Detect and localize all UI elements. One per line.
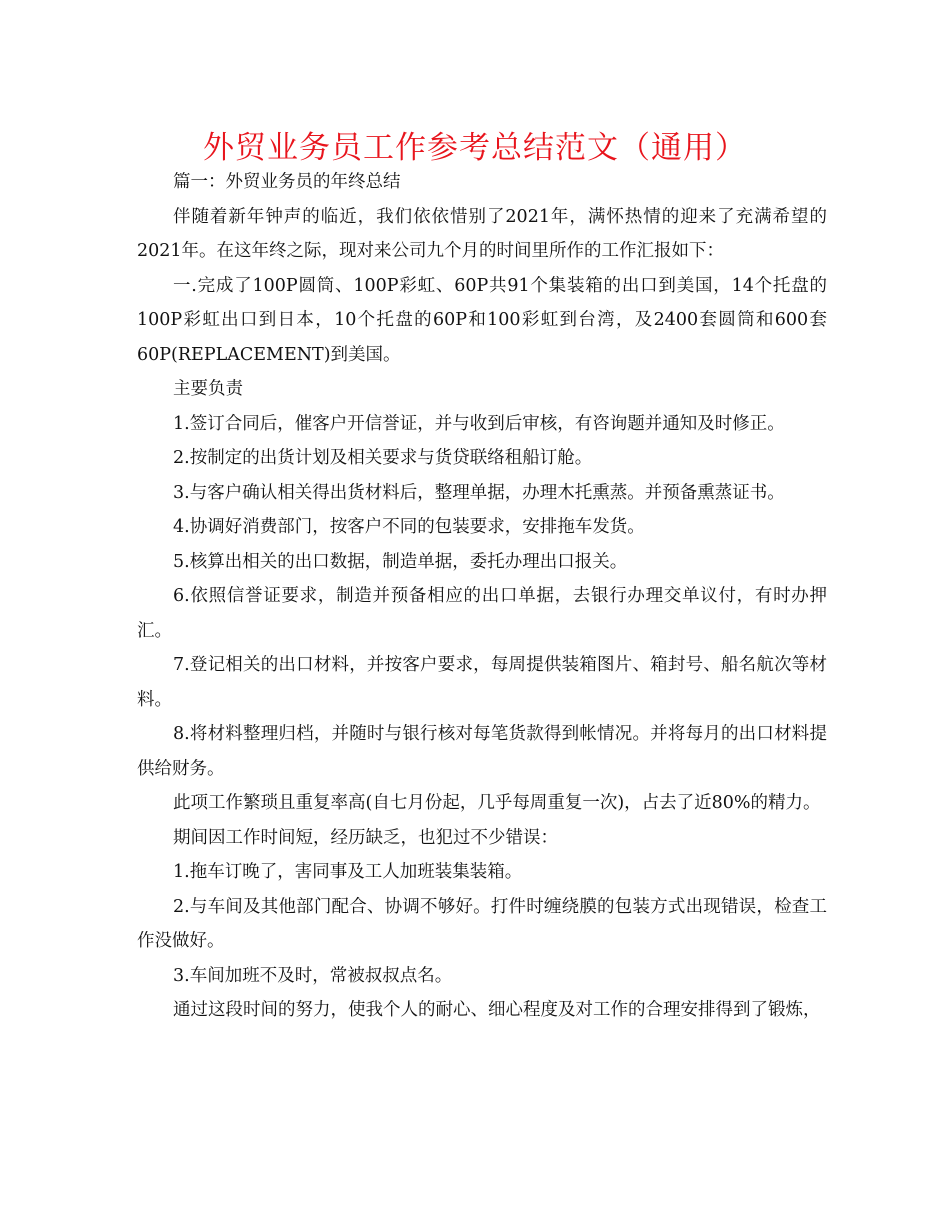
list-item: 2.与车间及其他部门配合、协调不够好。打件时缠绕膜的包装方式出现错误，检查工作没做好。 xyxy=(137,896,827,951)
list-item: 6.依照信誉证要求，制造并预备相应的出口单据，去银行办理交单议付，有时办押汇。 xyxy=(137,586,827,641)
paragraph: 伴随着新年钟声的临近，我们依依惜别了2021年，满怀热情的迎来了充满希望的2021年。在这年终之际，现对来公司九个月的时间里所作的工作汇报如下： xyxy=(137,206,827,261)
document-title: 外贸业务员工作参考总结范文（通用） xyxy=(203,130,747,166)
paragraph: 一.完成了100P圆筒、100P彩虹、60P共91个集装箱的出口到美国，14个托盘的100P彩虹出口到日本，10个托盘的60P和100彩虹到台湾，及2400套圆筒和600套60P(REPLACEMENT)到美国。 xyxy=(137,275,827,365)
list-item: 7.登记相关的出口材料，并按客户要求，每周提供装箱图片、箱封号、船名航次等材料。 xyxy=(137,655,827,710)
paragraph: 通过这段时间的努力，使我个人的耐心、细心程度及对工作的合理安排得到了锻炼， xyxy=(173,1000,821,1020)
list-item: 1.拖车订晚了，害同事及工人加班装集装箱。 xyxy=(173,862,523,882)
list-item: 3.与客户确认相关得出货材料后，整理单据，办理木托熏蒸。并预备熏蒸证书。 xyxy=(173,482,785,503)
list-item: 2.按制定的出货计划及相关要求与货贷联络租船订舱。 xyxy=(173,448,593,468)
paragraph: 期间因工作时间短，经历缺乏，也犯过不少错误： xyxy=(173,827,558,848)
list-item: 3.车间加班不及时，常被叔叔点名。 xyxy=(173,965,453,986)
document-body xyxy=(137,165,827,1028)
list-item: 8.将材料整理归档，并随时与银行核对每笔货款得到帐情况。并将每月的出口材料提供给财务。 xyxy=(137,724,827,779)
paragraph-subtitle: 篇一：外贸业务员的年终总结 xyxy=(173,172,401,192)
paragraph: 此项工作繁琐且重复率高(自七月份起，几乎每周重复一次)，占去了近80%的精力。 xyxy=(173,793,821,813)
list-item: 5.核算出相关的出口数据，制造单据，委托办理出口报关。 xyxy=(173,551,628,572)
list-item: 4.协调好消费部门，按客户不同的包装要求，安排拖车发货。 xyxy=(173,517,645,537)
paragraph-heading: 主要负责 xyxy=(173,379,243,399)
list-item: 1.签订合同后，催客户开信誉证，并与收到后审核，有咨询题并通知及时修正。 xyxy=(173,413,785,434)
